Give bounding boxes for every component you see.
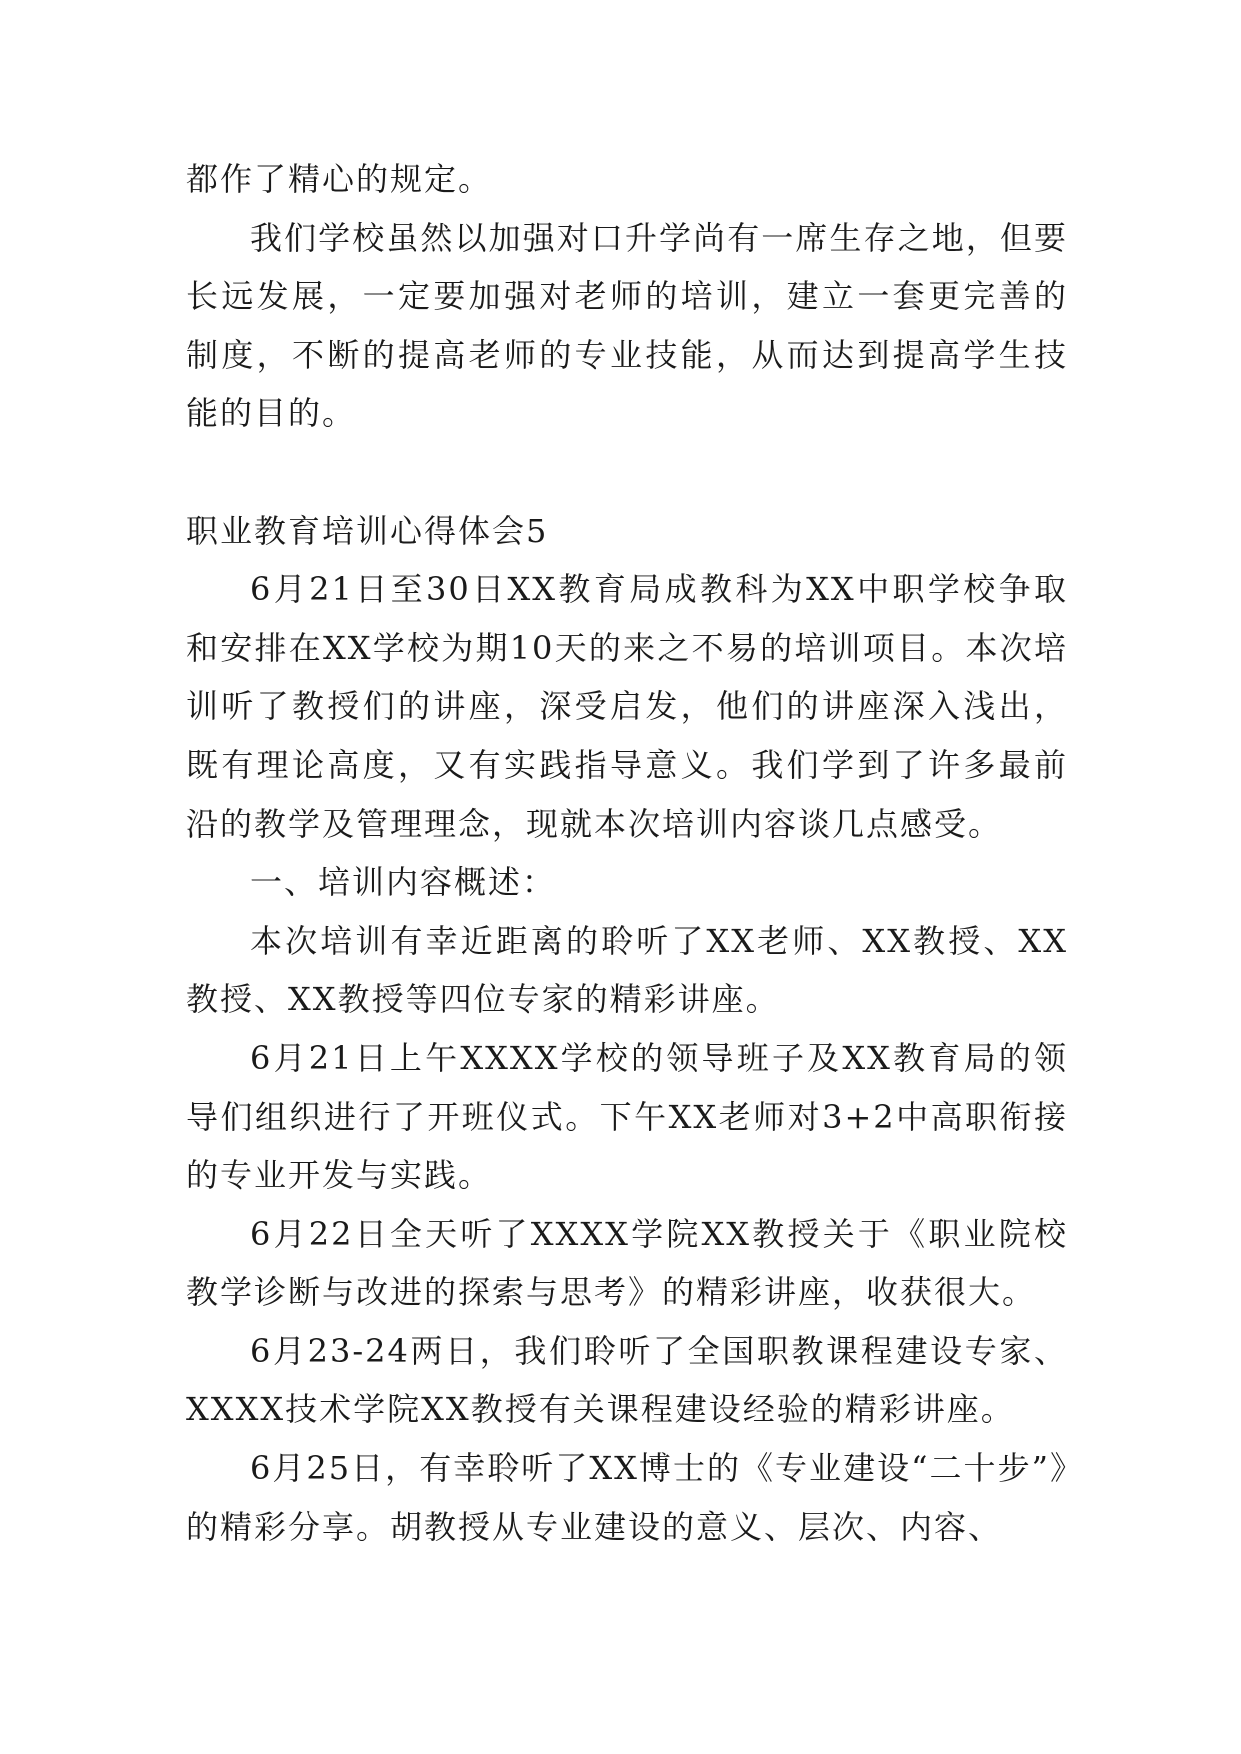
paragraph-june-23-24: 6月23-24两日，我们聆听了全国职教课程建设专家、XXXX技术学院XX教授有关课程建设经验的精彩讲座。 bbox=[186, 1331, 1068, 1429]
document-body bbox=[186, 150, 1068, 1556]
paragraph-training-intro: 6月21日至30日XX教育局成教科为XX中职学校争取和安排在XX学校为期10天的来之不易的培训项目。本次培训听了教授们的讲座，深受启发，他们的讲座深入浅出，既有理论高度，又有实践指导意义。我们学到了许多最前沿的教学及管理理念，现就本次培训内容谈几点感受。 bbox=[186, 570, 1068, 843]
paragraph-continuation: 都作了精心的规定。 bbox=[186, 160, 493, 198]
section-spacer bbox=[186, 443, 1068, 502]
paragraph-june-22: 6月22日全天听了XXXX学院XX教授关于《职业院校教学诊断与改进的探索与思考》的精彩讲座，收获很大。 bbox=[186, 1214, 1068, 1312]
subheading-training-overview: 一、培训内容概述： bbox=[250, 863, 557, 902]
paragraph-school-development: 我们学校虽然以加强对口升学尚有一席生存之地，但要长远发展，一定要加强对老师的培训，建立一套更完善的制度，不断的提高老师的专业技能，从而达到提高学生技能的目的。 bbox=[186, 218, 1068, 433]
section-title: 职业教育培训心得体会5 bbox=[186, 511, 549, 550]
paragraph-overview: 本次培训有幸近距离的聆听了XX老师、XX教授、XX教授、XX教授等四位专家的精彩讲座。 bbox=[186, 921, 1068, 1019]
paragraph-june-21: 6月21日上午XXXX学校的领导班子及XX教育局的领导们组织进行了开班仪式。下午XX老师对3+2中高职衔接的专业开发与实践。 bbox=[186, 1038, 1068, 1195]
paragraph-june-25: 6月25日，有幸聆听了XX博士的《专业建设“二十步”》的精彩分享。胡教授从专业建设的意义、层次、内容、 bbox=[186, 1449, 1068, 1546]
